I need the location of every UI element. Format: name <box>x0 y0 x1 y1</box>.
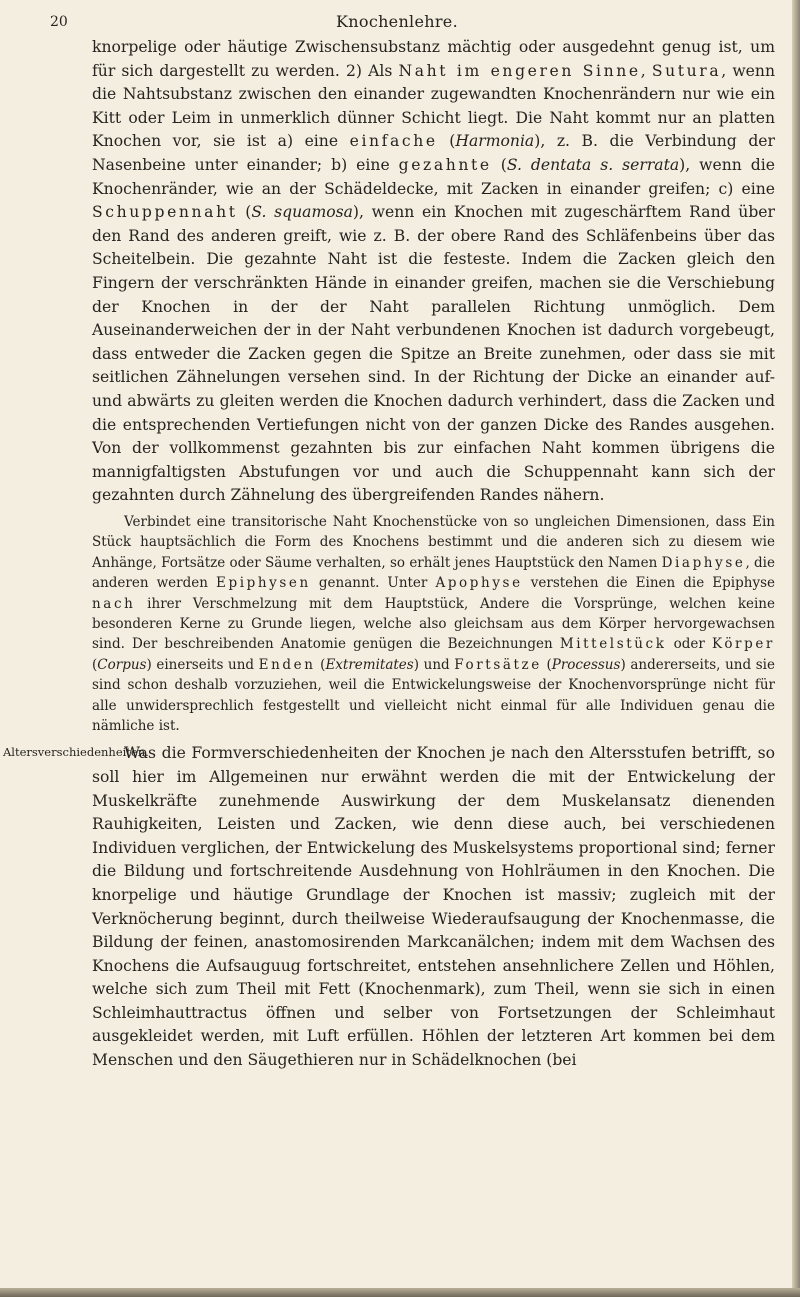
text-run: ) einerseits und <box>146 656 259 673</box>
spaced-term: Fortsätze <box>454 656 542 673</box>
spaced-term: Apophyse <box>435 575 523 592</box>
small-print-note <box>92 512 775 736</box>
margin-note: Altersverschiedenheiten. <box>3 745 149 759</box>
latin-term: Extremitates <box>325 656 414 673</box>
text-run: knorpelige oder häutige Zwischensubstanz mächtig oder ausgedehnt genug ist, um für sich dargestellt zu werden. 2) Als <box>92 38 775 80</box>
text-run: ( <box>491 155 507 174</box>
latin-term: Processus <box>551 656 621 673</box>
text-run: ) und <box>413 656 455 673</box>
page-header <box>0 8 794 30</box>
spaced-term: gezahnte <box>398 155 492 174</box>
text-run: ( <box>92 656 98 673</box>
text-run: ) andererseits, und sie sind schon deshalb vorzuziehen, weil die Entwickelungsweise der Knochenvorsprünge nicht für alle unwidersprechlich festgestellt und vielleicht nicht einmal für alle Individuen genau die nämliche ist. <box>92 656 775 734</box>
page-number: 20 <box>50 14 68 30</box>
text-run: ( <box>541 656 552 673</box>
latin-term: Corpus <box>97 656 147 673</box>
text-run: ( <box>437 132 456 151</box>
spaced-term: Enden <box>258 656 316 673</box>
text-run: Verbindet eine transitorische Naht Knochenstücke von so ungleichen Dimensionen, dass Ein Stück hauptsächlich die Form des Knochens bestimmt und die anderen sich zu diesem wie Anhänge, Fortsätze oder Säume verhalten, so erhält jenes Hauptstück den Namen <box>92 513 775 571</box>
latin-term: S. squamosa <box>251 203 353 222</box>
spaced-term: einfache <box>349 132 438 151</box>
paragraph-sutures <box>92 36 775 508</box>
spaced-term: Naht im engeren Sinne <box>398 61 641 80</box>
latin-term: S. dentata s. serrata <box>506 155 680 174</box>
text-run: ( <box>237 203 252 222</box>
running-title: Knochenlehre. <box>336 12 458 31</box>
paragraph-age-differences: Was die Formverschiedenheiten der Knochen je nach den Altersstufen betrifft, so soll hier im Allgemeinen nur erwähnt werden die mit der Entwickelung der Muskelkräfte zunehmende Auswirkung der dem Muskelansatz dienenden Rauhigkeiten, Leisten und Zacken, wie denn diese auch, bei verschiedenen Individuen verglichen, der Entwickelung des Muskelsystems proportional sind; ferner die Bildung und fortschreitende Ausdehnung von Hohlräumen in den Knochen. Die knorpelige und häutige Grundlage der Knochen ist massiv; zugleich mit der Verknöcherung beginnt, durch theilweise Wiederaufsaugung der Knochenmasse, die Bildung der feinen, anastomosirenden Markcanälchen; indem mit dem Wachsen des Knochens die Aufsauguug fortschreitet, entstehen ansehnlichere Zellen und Höhlen, welche sich zum Theil mit Fett (Knochenmark), zum Theil, wenn sie sich in einen Schleimhauttractus öffnen und selber von Fortsetzungen der Schleimhaut ausgekleidet werden, mit Luft erfüllen. Höhlen der letzteren Art kommen bei dem Menschen und den Säugethieren nur in Schädelknochen (bei <box>92 744 775 1070</box>
text-run: ihrer Verschmelzung mit dem Hauptstück, Andere die Vorsprünge, welchen keine besonderen Kerne zu Grunde liegen, welche also gleichsam aus dem Körper hervorgewachsen sind. Der beschreibenden Anatomie genügen die Bezeichnungen <box>92 595 775 653</box>
text-run: verstehen die Einen die Epiphyse <box>522 575 776 592</box>
spaced-term: nach <box>92 595 136 612</box>
latin-term: Harmonia <box>455 132 535 151</box>
text-run: oder <box>666 636 712 653</box>
text-run: ( <box>315 656 326 673</box>
spaced-term: Diaphyse <box>661 554 746 571</box>
text-run: ), wenn ein Knochen mit zugeschärftem Rand über den Rand des anderen greift, wie z. B. der obere Rand des Schläfenbeins über das Scheitelbein. Die gezahnte Naht ist die festeste. Indem die Zacken gleich den Fingern der verschränkten Hände in einander greifen, machen sie die Verschiebung der Knochen in der der Naht parallelen Richtung unmöglich. Dem Auseinanderweichen der in der Naht verbundenen Knochen ist dadurch vorgebeugt, dass entweder die Zacken gegen die Spitze an Breite zunehmen, oder dass sie mit seitlichen Zähnelungen versehen sind. In der Richtung der Dicke an einander auf- und abwärts zu gleiten werden die Knochen dadurch verhindert, dass die Zacken und die entsprechenden Vertiefungen nicht von der ganzen Dicke des Randes ausgehen. Von der vollkommenst gezahnten bis zur einfachen Naht kommen übrigens die mannigfaltigsten Abstufungen vor und auch die Schuppennaht kann sich der gezahnten durch Zähnelung des übergreifenden Randes nähern. <box>92 203 775 505</box>
text-run: ), z. B. die Verbindung der Nasenbeine unter einander; b) eine <box>92 132 775 174</box>
text-run: ), wenn die Knochenränder, wie an der Schädeldecke, mit Zacken in einander greifen; c) eine <box>92 155 775 198</box>
spaced-term: Körper <box>712 636 775 653</box>
spaced-term: Mittelstück <box>559 636 667 653</box>
body-text <box>92 36 775 1073</box>
spaced-term: Epiphysen <box>216 575 311 592</box>
text-run: , wenn die Nahtsubstanz zwischen den einander zugewandten Knochenrändern nur wie ein Kitt oder Leim in unmerklich dünner Schicht liegt. Die Naht kommt nur an platten Knochen vor, sie ist a) eine <box>92 61 775 151</box>
text-run: , <box>640 61 652 80</box>
text-run: genannt. Unter <box>310 575 436 592</box>
page-bottom-edge <box>0 1288 800 1297</box>
spaced-term: Sutura <box>651 61 722 80</box>
spaced-term: Schuppennaht <box>92 203 238 222</box>
page-edge <box>792 0 800 1297</box>
text-run: , die anderen werden <box>92 554 775 592</box>
